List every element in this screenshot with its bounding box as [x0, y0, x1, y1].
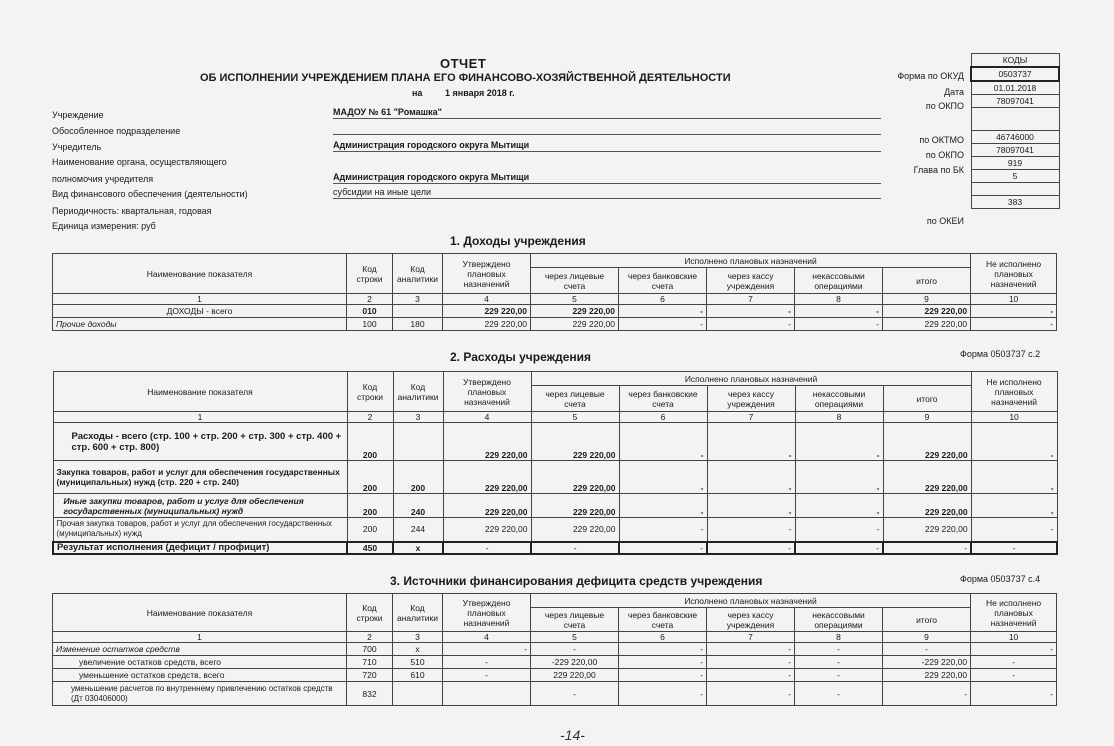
row-v6: - — [619, 669, 707, 682]
row-v9: 229 220,00 — [883, 669, 971, 682]
row-v6: - — [619, 656, 707, 669]
col-total: итого — [883, 608, 971, 632]
col-num: 4 — [443, 412, 531, 423]
table-row — [53, 656, 1057, 669]
col-cash: через кассу учреждения — [707, 386, 795, 412]
col-noncash: некассовыми операциями — [795, 268, 883, 294]
row-v9: 229 220,00 — [883, 518, 971, 542]
row-v9: 229 220,00 — [883, 494, 971, 518]
row-v10: - — [971, 305, 1057, 318]
col-num: 4 — [443, 632, 531, 643]
col-total: итого — [883, 386, 971, 412]
row-v9: -229 220,00 — [883, 656, 971, 669]
row-name: Прочие доходы — [53, 318, 347, 331]
section1-title: 1. Доходы учреждения — [450, 234, 586, 248]
col-bank: через банковские счета — [619, 268, 707, 294]
report-date: 1 января 2018 г. — [445, 88, 515, 98]
col-cash: через кассу учреждения — [707, 608, 795, 632]
col-num: 8 — [795, 412, 883, 423]
row-v9: 229 220,00 — [883, 461, 971, 494]
row-analytic — [393, 305, 443, 318]
col-num: 10 — [971, 632, 1057, 643]
row-analytic — [393, 682, 443, 706]
col-num: 5 — [531, 412, 619, 423]
label-date: Дата — [944, 87, 964, 97]
row-v7: - — [707, 305, 795, 318]
col-num: 9 — [883, 632, 971, 643]
row-v6: - — [619, 318, 707, 331]
col-not-executed: Не исполнено плановых назначений — [971, 372, 1057, 412]
row-v8: - — [795, 518, 883, 542]
row-v5: - — [531, 682, 619, 706]
row-name: уменьшение расчетов по внутреннему привлечению остатков средств (Дт 030406000) — [53, 682, 347, 706]
table-row — [53, 643, 1057, 656]
col-not-executed: Не исполнено плановых назначений — [971, 254, 1057, 294]
row-analytic — [393, 423, 443, 461]
row-name: Прочая закупка товаров, работ и услуг для обеспечения государственных (муниципальных) нужд — [53, 518, 347, 542]
row-v7: - — [707, 656, 795, 669]
report-title: ОТЧЕТ — [440, 56, 487, 71]
info-label-founder: Учредитель — [52, 142, 102, 152]
row-v6: - — [619, 643, 707, 656]
row-v8: - — [795, 682, 883, 706]
section3-title: 3. Источники финансирования дефицита средств учреждения — [390, 574, 763, 588]
col-personal: через лицевые счета — [531, 608, 619, 632]
row-v10: - — [971, 643, 1057, 656]
row-v6: - — [619, 682, 707, 706]
row-v5: - — [531, 542, 619, 554]
row-v4: 229 220,00 — [443, 494, 531, 518]
row-v8: - — [795, 318, 883, 331]
col-num: 1 — [53, 294, 347, 305]
col-cash: через кассу учреждения — [707, 268, 795, 294]
col-num: 6 — [619, 294, 707, 305]
col-num: 9 — [883, 294, 971, 305]
col-approved: Утверждено плановых назначений — [443, 594, 531, 632]
info-label-authority-2: полномочия учредителя — [52, 174, 154, 184]
row-v4: - — [443, 542, 531, 554]
row-v4: - — [443, 643, 531, 656]
table-row — [53, 461, 1057, 494]
row-v8: - — [795, 542, 883, 554]
row-v9: - — [883, 542, 971, 554]
row-v7: - — [707, 669, 795, 682]
table-row — [53, 682, 1057, 706]
code-okpo: 78097041 — [971, 95, 1059, 108]
row-v4: - — [443, 669, 531, 682]
table-row — [53, 494, 1057, 518]
row-name: Закупка товаров, работ и услуг для обеспечения государственных (муниципальных) нужд (стр. 220 + стр. 240) — [53, 461, 347, 494]
label-oktmo: по ОКТМО — [919, 135, 964, 145]
col-num: 3 — [393, 294, 443, 305]
row-code: 200 — [347, 423, 393, 461]
col-analytic-code: Код аналитики — [393, 254, 443, 294]
row-v10: - — [971, 423, 1057, 461]
info-subdivision-line — [333, 133, 881, 135]
code-bk: 919 — [971, 157, 1059, 170]
col-num: 3 — [393, 412, 443, 423]
row-v4: 229 220,00 — [443, 305, 531, 318]
row-v9: - — [883, 643, 971, 656]
row-v5: 229 220,00 — [531, 423, 619, 461]
row-v10: - — [971, 461, 1057, 494]
code-okei: 383 — [971, 196, 1059, 209]
row-v8: - — [795, 669, 883, 682]
row-v6: - — [619, 494, 707, 518]
row-v7: - — [707, 494, 795, 518]
row-name: уменьшение остатков средств, всего — [53, 669, 347, 682]
row-code: 450 — [347, 542, 393, 554]
row-v8: - — [795, 461, 883, 494]
row-code: 832 — [347, 682, 393, 706]
col-name: Наименование показателя — [53, 372, 347, 412]
row-code: 010 — [347, 305, 393, 318]
label-okei: по ОКЕИ — [926, 216, 964, 226]
info-label-subdivision: Обособленное подразделение — [52, 126, 181, 136]
col-executed: Исполнено плановых назначений — [531, 372, 971, 386]
col-num: 3 — [393, 632, 443, 643]
info-label-periodicity: Периодичность: квартальная, годовая — [52, 206, 212, 216]
section2-form: Форма 0503737 с.2 — [960, 349, 1041, 359]
section2-title: 2. Расходы учреждения — [450, 350, 592, 364]
row-v10: - — [971, 682, 1057, 706]
code-fin-type: 5 — [971, 170, 1059, 183]
col-approved: Утверждено плановых назначений — [443, 254, 531, 294]
row-v5: 229 220,00 — [531, 494, 619, 518]
row-analytic: 610 — [393, 669, 443, 682]
code-date: 01.01.2018 — [971, 81, 1059, 95]
col-executed: Исполнено плановых назначений — [531, 594, 971, 608]
row-name: Иные закупки товаров, работ и услуг для обеспечения государственных (муниципальных) нужд — [53, 494, 347, 518]
col-bank: через банковские счета — [619, 608, 707, 632]
report-subtitle: ОБ ИСПОЛНЕНИИ УЧРЕЖДЕНИЕМ ПЛАНА ЕГО ФИНАНСОВО-ХОЗЯЙСТВЕННОЙ ДЕЯТЕЛЬНОСТИ — [200, 72, 731, 84]
col-not-executed: Не исполнено плановых назначений — [971, 594, 1057, 632]
row-v9: 229 220,00 — [883, 305, 971, 318]
row-v8: - — [795, 423, 883, 461]
col-bank: через банковские счета — [619, 386, 707, 412]
col-line-code: Код строки — [347, 594, 393, 632]
col-num: 6 — [619, 412, 707, 423]
income-table — [52, 253, 1057, 331]
col-noncash: некассовыми операциями — [795, 386, 883, 412]
code-oktmo: 46746000 — [971, 131, 1059, 144]
row-v6: - — [619, 518, 707, 542]
row-name: Результат исполнения (дефицит / профицит) — [53, 542, 347, 554]
col-num: 8 — [795, 632, 883, 643]
col-name: Наименование показателя — [53, 254, 347, 294]
row-name: увеличение остатков средств, всего — [53, 656, 347, 669]
col-num: 7 — [707, 412, 795, 423]
row-v5: - — [531, 643, 619, 656]
table-row — [53, 305, 1057, 318]
col-num: 9 — [883, 412, 971, 423]
col-num: 2 — [347, 412, 393, 423]
row-v7: - — [707, 682, 795, 706]
row-v7: - — [707, 518, 795, 542]
row-analytic: 244 — [393, 518, 443, 542]
row-v8: - — [795, 656, 883, 669]
info-label-finance-type: Вид финансового обеспечения (деятельности) — [52, 189, 248, 199]
row-name: Изменение остатков средств — [53, 643, 347, 656]
col-name: Наименование показателя — [53, 594, 347, 632]
row-code: 700 — [347, 643, 393, 656]
table-row — [53, 669, 1057, 682]
code-okpo-2: 78097041 — [971, 144, 1059, 157]
row-v9: 229 220,00 — [883, 423, 971, 461]
table-row — [53, 542, 1057, 554]
info-authority: Администрация городского округа Мытищи — [333, 172, 881, 184]
col-personal: через лицевые счета — [531, 386, 619, 412]
col-num: 1 — [53, 412, 347, 423]
col-num: 8 — [795, 294, 883, 305]
info-institution: МАДОУ № 61 "Ромашка" — [333, 107, 881, 119]
row-v6: - — [619, 542, 707, 554]
row-v4: 229 220,00 — [443, 518, 531, 542]
row-analytic: 180 — [393, 318, 443, 331]
row-name: ДОХОДЫ - всего — [53, 305, 347, 318]
col-num: 2 — [347, 632, 393, 643]
row-v10: - — [971, 518, 1057, 542]
table-row — [53, 318, 1057, 331]
row-v10: - — [971, 542, 1057, 554]
code-empty-2 — [971, 183, 1059, 196]
expenses-table — [52, 371, 1058, 555]
row-analytic: x — [393, 542, 443, 554]
row-v7: - — [707, 423, 795, 461]
row-v5: 229 220,00 — [531, 518, 619, 542]
col-approved: Утверждено плановых назначений — [443, 372, 531, 412]
col-num: 6 — [619, 632, 707, 643]
row-v9: - — [883, 682, 971, 706]
row-code: 720 — [347, 669, 393, 682]
table-row — [53, 423, 1057, 461]
row-v6: - — [619, 461, 707, 494]
row-v8: - — [795, 494, 883, 518]
info-label-unit: Единица измерения: руб — [52, 221, 156, 231]
row-v5: 229 220,00 — [531, 318, 619, 331]
col-total: итого — [883, 268, 971, 294]
row-v8: - — [795, 643, 883, 656]
row-code: 200 — [347, 494, 393, 518]
row-v4 — [443, 682, 531, 706]
row-code: 200 — [347, 461, 393, 494]
row-v7: - — [707, 643, 795, 656]
date-prefix: на — [412, 88, 423, 98]
col-noncash: некассовыми операциями — [795, 608, 883, 632]
row-analytic: 510 — [393, 656, 443, 669]
row-v7: - — [707, 461, 795, 494]
section3-form: Форма 0503737 с.4 — [960, 574, 1041, 584]
row-v4: 229 220,00 — [443, 318, 531, 331]
row-analytic: 240 — [393, 494, 443, 518]
row-code: 100 — [347, 318, 393, 331]
row-v4: 229 220,00 — [443, 461, 531, 494]
col-num: 5 — [531, 294, 619, 305]
row-v5: 229 220,00 — [531, 461, 619, 494]
row-v5: 229 220,00 — [531, 669, 619, 682]
col-analytic-code: Код аналитики — [393, 372, 443, 412]
row-v10: - — [971, 656, 1057, 669]
col-personal: через лицевые счета — [531, 268, 619, 294]
col-num: 10 — [971, 412, 1057, 423]
row-code: 200 — [347, 518, 393, 542]
code-okud: 0503737 — [971, 67, 1059, 81]
col-num: 2 — [347, 294, 393, 305]
codes-table — [970, 53, 1060, 209]
row-v4: 229 220,00 — [443, 423, 531, 461]
col-num: 7 — [707, 632, 795, 643]
sources-table — [52, 593, 1057, 706]
col-num: 7 — [707, 294, 795, 305]
info-label-authority: Наименование органа, осуществляющего — [52, 157, 227, 167]
row-v9: 229 220,00 — [883, 318, 971, 331]
row-code: 710 — [347, 656, 393, 669]
row-v10: - — [971, 318, 1057, 331]
col-line-code: Код строки — [347, 254, 393, 294]
row-v5: -229 220,00 — [531, 656, 619, 669]
info-founder: Администрация городского округа Мытищи — [333, 140, 881, 152]
row-v10: - — [971, 669, 1057, 682]
col-analytic-code: Код аналитики — [393, 594, 443, 632]
row-v4: - — [443, 656, 531, 669]
row-v6: - — [619, 305, 707, 318]
row-v5: 229 220,00 — [531, 305, 619, 318]
label-okud: Форма по ОКУД — [897, 71, 964, 81]
page-number: -14- — [560, 727, 585, 743]
col-executed: Исполнено плановых назначений — [531, 254, 971, 268]
info-finance-type: субсидии на иные цели — [333, 187, 881, 199]
code-empty-1 — [971, 108, 1059, 131]
label-okpo: по ОКПО — [925, 101, 964, 111]
col-num: 10 — [971, 294, 1057, 305]
row-v8: - — [795, 305, 883, 318]
label-okpo-2: по ОКПО — [925, 150, 964, 160]
row-analytic: 200 — [393, 461, 443, 494]
info-label-institution: Учреждение — [52, 110, 104, 120]
row-v7: - — [707, 318, 795, 331]
col-num: 4 — [443, 294, 531, 305]
row-name: Расходы - всего (стр. 100 + стр. 200 + стр. 300 + стр. 400 + стр. 600 + стр. 800) — [53, 423, 347, 461]
row-v7: - — [707, 542, 795, 554]
col-num: 1 — [53, 632, 347, 643]
row-v10: - — [971, 494, 1057, 518]
row-analytic: x — [393, 643, 443, 656]
codes-title: КОДЫ — [971, 54, 1059, 68]
table-row — [53, 518, 1057, 542]
row-v6: - — [619, 423, 707, 461]
col-line-code: Код строки — [347, 372, 393, 412]
label-bk: Глава по БК — [913, 165, 964, 175]
col-num: 5 — [531, 632, 619, 643]
